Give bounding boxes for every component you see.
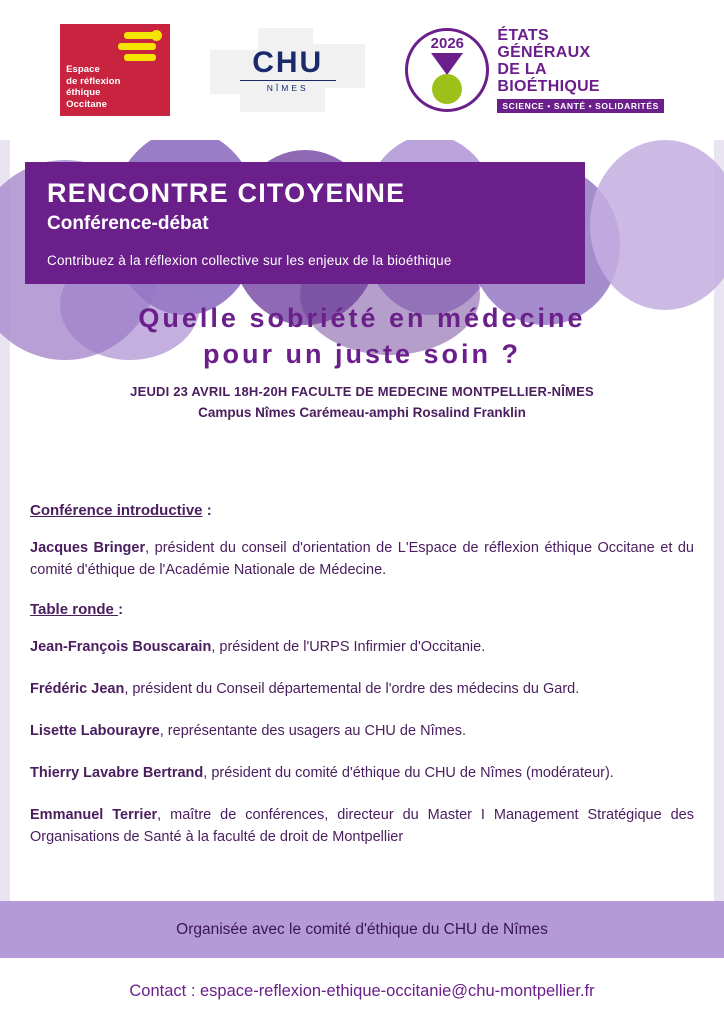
organiser-text: Organisée avec le comité d'éthique du CHU de Nîmes (176, 920, 548, 938)
round-table-heading-label: Table ronde (30, 601, 119, 618)
speaker-name: Jean-François Bouscarain (30, 639, 212, 655)
speaker-entry (30, 804, 694, 848)
intro-conference-heading (30, 502, 694, 519)
contact-text[interactable]: Contact : espace-reflexion-ethique-occitanie@chu-montpellier.fr (129, 981, 595, 1000)
speaker-entry (30, 720, 694, 742)
bioethique-line-2: GÉNÉRAUX (497, 43, 591, 61)
event-subtitle: Conférence-débat (47, 213, 209, 234)
bioethique-year: 2026 (430, 35, 465, 52)
speaker-name: Emmanuel Terrier (30, 807, 158, 823)
etats-generaux-bioethique-logo (405, 27, 664, 114)
ere-occitanie-logo (60, 24, 170, 116)
organiser-banner (0, 901, 724, 958)
event-subject (0, 300, 724, 372)
bioethique-line-1: ÉTATS (497, 26, 549, 44)
bioethique-tagline: SCIENCE • SANTÉ • SOLIDARITÉS (497, 99, 664, 113)
intro-speaker-entry (30, 537, 694, 581)
speaker-entry (30, 636, 694, 658)
speaker-role: , président du Conseil départemental de l'ordre des médecins du Gard. (124, 681, 580, 697)
contact-banner (0, 958, 724, 1024)
event-venue: Campus Nîmes Carémeau-amphi Rosalind Franklin (198, 405, 526, 420)
speaker-name: Thierry Lavabre Bertrand (30, 765, 204, 781)
event-subject-line-1: Quelle sobriété en médecine (138, 303, 586, 333)
speaker-entry (30, 762, 694, 784)
event-title-band (25, 162, 585, 284)
intro-speaker-name: Jacques Bringer (30, 540, 146, 556)
ere-emblem-icon (118, 30, 162, 64)
ere-logo-line-4: Occitane (66, 98, 107, 110)
ere-logo-line-1: Espace (66, 64, 100, 75)
event-datetime: JEUDI 23 AVRIL 18H-20H FACULTE DE MEDECINE MONTPELLIER-NÎMES (130, 384, 594, 399)
bioethique-line-4: BIOÉTHIQUE (497, 77, 600, 95)
chu-logo-rule (240, 80, 336, 81)
speaker-role: , président de l'URPS Infirmier d'Occitanie. (211, 639, 486, 655)
ere-logo-line-3: éthique (66, 87, 101, 98)
logo-band (0, 0, 724, 140)
intro-speaker-role: , président du conseil d'orientation de L'Espace de réflexion éthique Occitane et du comité d'éthique de l'Académie Nationale de Médecine. (30, 540, 694, 578)
program-section (0, 440, 724, 848)
intro-conference-heading-suffix: : (202, 502, 212, 519)
ere-logo-line-2: de réflexion (66, 75, 121, 87)
intro-conference-heading-label: Conférence introductive (30, 502, 203, 519)
speaker-name: Frédéric Jean (30, 681, 125, 697)
round-table-heading (30, 601, 694, 618)
speaker-role: , représentante des usagers au CHU de Nîmes. (159, 723, 467, 739)
speaker-entry (30, 678, 694, 700)
event-tagline: Contribuez à la réflexion collective sur les enjeux de la bioéthique (47, 253, 452, 268)
round-table-heading-suffix: : (118, 601, 124, 618)
bioethique-line-3: DE LA (497, 60, 547, 78)
footer (0, 901, 724, 1024)
speaker-name: Lisette Labourayre (30, 723, 160, 739)
speaker-role: , maître de conférences, directeur du Master I Management Stratégique des Organisations de Santé à la faculté de droit de Montpellier (30, 807, 694, 845)
speaker-role: , président du comité d'éthique du CHU de Nîmes (modérateur). (203, 765, 614, 781)
event-subject-line-2: pour un juste soin ? (203, 339, 521, 369)
event-title: RENCONTRE CITOYENNE (47, 178, 406, 208)
chu-nimes-logo (210, 28, 365, 112)
bioethique-emblem-icon (405, 28, 489, 112)
chu-logo-city: NÎMES (266, 82, 309, 93)
chu-logo-word: CHU (252, 45, 324, 79)
hero-banner (0, 140, 724, 440)
event-datetime-block (0, 384, 724, 420)
